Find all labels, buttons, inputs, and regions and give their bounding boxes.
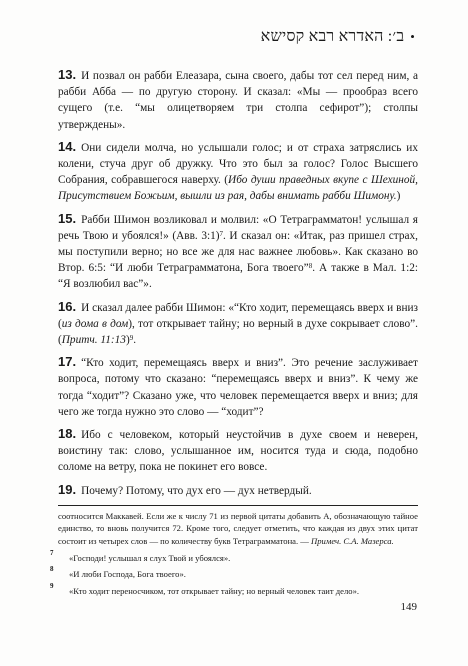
paragraph-text: )	[396, 190, 401, 203]
page-number: 149	[400, 601, 417, 613]
paragraph-text: . А также в Мал. 1:2: “Я возлюбил вас”».	[58, 262, 418, 291]
footnote-italic-text: Примеч. С.А. Мазерса.	[311, 536, 394, 547]
paragraph-text: Почему? Потому, что дух его — дух нетвердый.	[81, 484, 312, 497]
paragraph-italic-text: из дома в дом	[61, 317, 129, 330]
footnote-8	[50, 565, 418, 581]
paragraph-14	[58, 139, 418, 205]
footnote-text: «И люби Господа, Бога твоего».	[69, 569, 186, 580]
footnote-continuation	[58, 510, 418, 548]
paragraph-italic-text: Ибо души праведных вкупе с Шехиной, Присутствием Божьим, вышли из рая, дабы внимать рабби Шимону.	[58, 174, 418, 203]
footnote-number: 9	[50, 581, 54, 590]
footnote-marker: 8	[308, 262, 313, 271]
paragraph-text: )	[125, 334, 130, 347]
paragraph-number: 16.	[58, 298, 77, 314]
paragraph-16	[58, 299, 418, 349]
paragraph-18	[58, 426, 418, 476]
paragraph-text: Они сидели молча, но услышали голос; и от страха затряслись их колени, стуча друг об дружку. Что это был за голос? Голос Высшего Собрания, собравшегося наверху. (	[58, 141, 418, 187]
bullet-icon: •	[410, 29, 415, 44]
running-header	[261, 28, 415, 46]
footnote-7	[50, 548, 418, 565]
paragraph-text: . И сказал он: «Итак, раз пришел страх, мы поступили верно; но все же для нас важнее любовь». Как сказано во Втор. 6:5: “И люби Тетраграмматона, Бога твоего”	[58, 229, 418, 275]
paragraph-text: ), тот открывает тайну; но верный в духе сокрывает слово”. (	[58, 317, 418, 347]
paragraph-text: Ибо с человеком, который неустойчив в духе своем и неверен, воистину так: слово, услышанное им, носится туда и сюда, подобно соломе на ветру, пока не покинет его вовсе.	[58, 429, 418, 474]
paragraph-number: 15.	[58, 210, 77, 226]
footnote-9	[50, 581, 418, 598]
footnote-text: «Господи! услышал я слух Твой и убоялся».	[69, 552, 231, 563]
footnote-number: 8	[50, 565, 54, 574]
paragraph-number: 18.	[58, 426, 77, 442]
paragraph-text: И сказал далее рабби Шимон: «“Кто ходит, перемещаясь вверх и вниз (	[58, 301, 418, 330]
paragraph-text: Рабби Шимон возликовал и молвил: «О Тетраграмматон! услышал я речь Твою и убоялся!» (Авв. 3:1)	[58, 213, 418, 242]
footnote-divider	[58, 505, 418, 506]
paragraph-number: 14.	[58, 138, 77, 154]
paragraph-number: 19.	[58, 481, 77, 497]
paragraph-text: “Кто ходит, перемещаясь вверх и вниз”. Это речение заслуживает вопроса, потому что сказано: “перемещаясь вверх и вниз”. К чему же тогда “ходит”? Сказано уже, что человек перемещается вверх и вниз; для чего же тогда нужно это слово — “ходит”?	[58, 357, 418, 418]
paragraph-number: 13.	[58, 67, 77, 82]
paragraph-number: 17.	[58, 354, 77, 370]
footnote-text: соотносится Маккавей. Если же к числу 71 из первой цитаты добавить А, обозначающую тайное единство, то вновь получится 72. Кроме того, следует отметить, что каждая из двух этих цитат состоит из четырех слов — по количеству букв Тетраграмматона. —	[58, 510, 418, 547]
paragraph-text: И позвал он рабби Елеазара, сына своего, дабы тот сел перед ним, а рабби Абба — по другую сторону. И сказал: «Мы — прообраз всего сущего (т.е. “мы олицетворяем три столпа сефирот”); столпы утверждены».	[58, 70, 418, 131]
footnote-marker: 7	[219, 229, 224, 238]
page-body	[50, 67, 418, 597]
paragraph-15	[58, 211, 418, 293]
footnote-number: 7	[50, 548, 54, 557]
footnote-marker: 9	[129, 334, 134, 343]
footnote-text: «Кто ходит переносчиком, тот открывает тайну; но верный человек таит дело».	[69, 585, 360, 596]
header-text: ב׳: האדרא רבא קסישא	[260, 28, 405, 45]
paragraph-17	[58, 354, 418, 420]
paragraph-13	[58, 67, 418, 133]
paragraph-italic-text: Притч. 11:13	[61, 334, 126, 347]
paragraph-19	[58, 482, 418, 499]
paragraph-text: .	[133, 334, 137, 347]
